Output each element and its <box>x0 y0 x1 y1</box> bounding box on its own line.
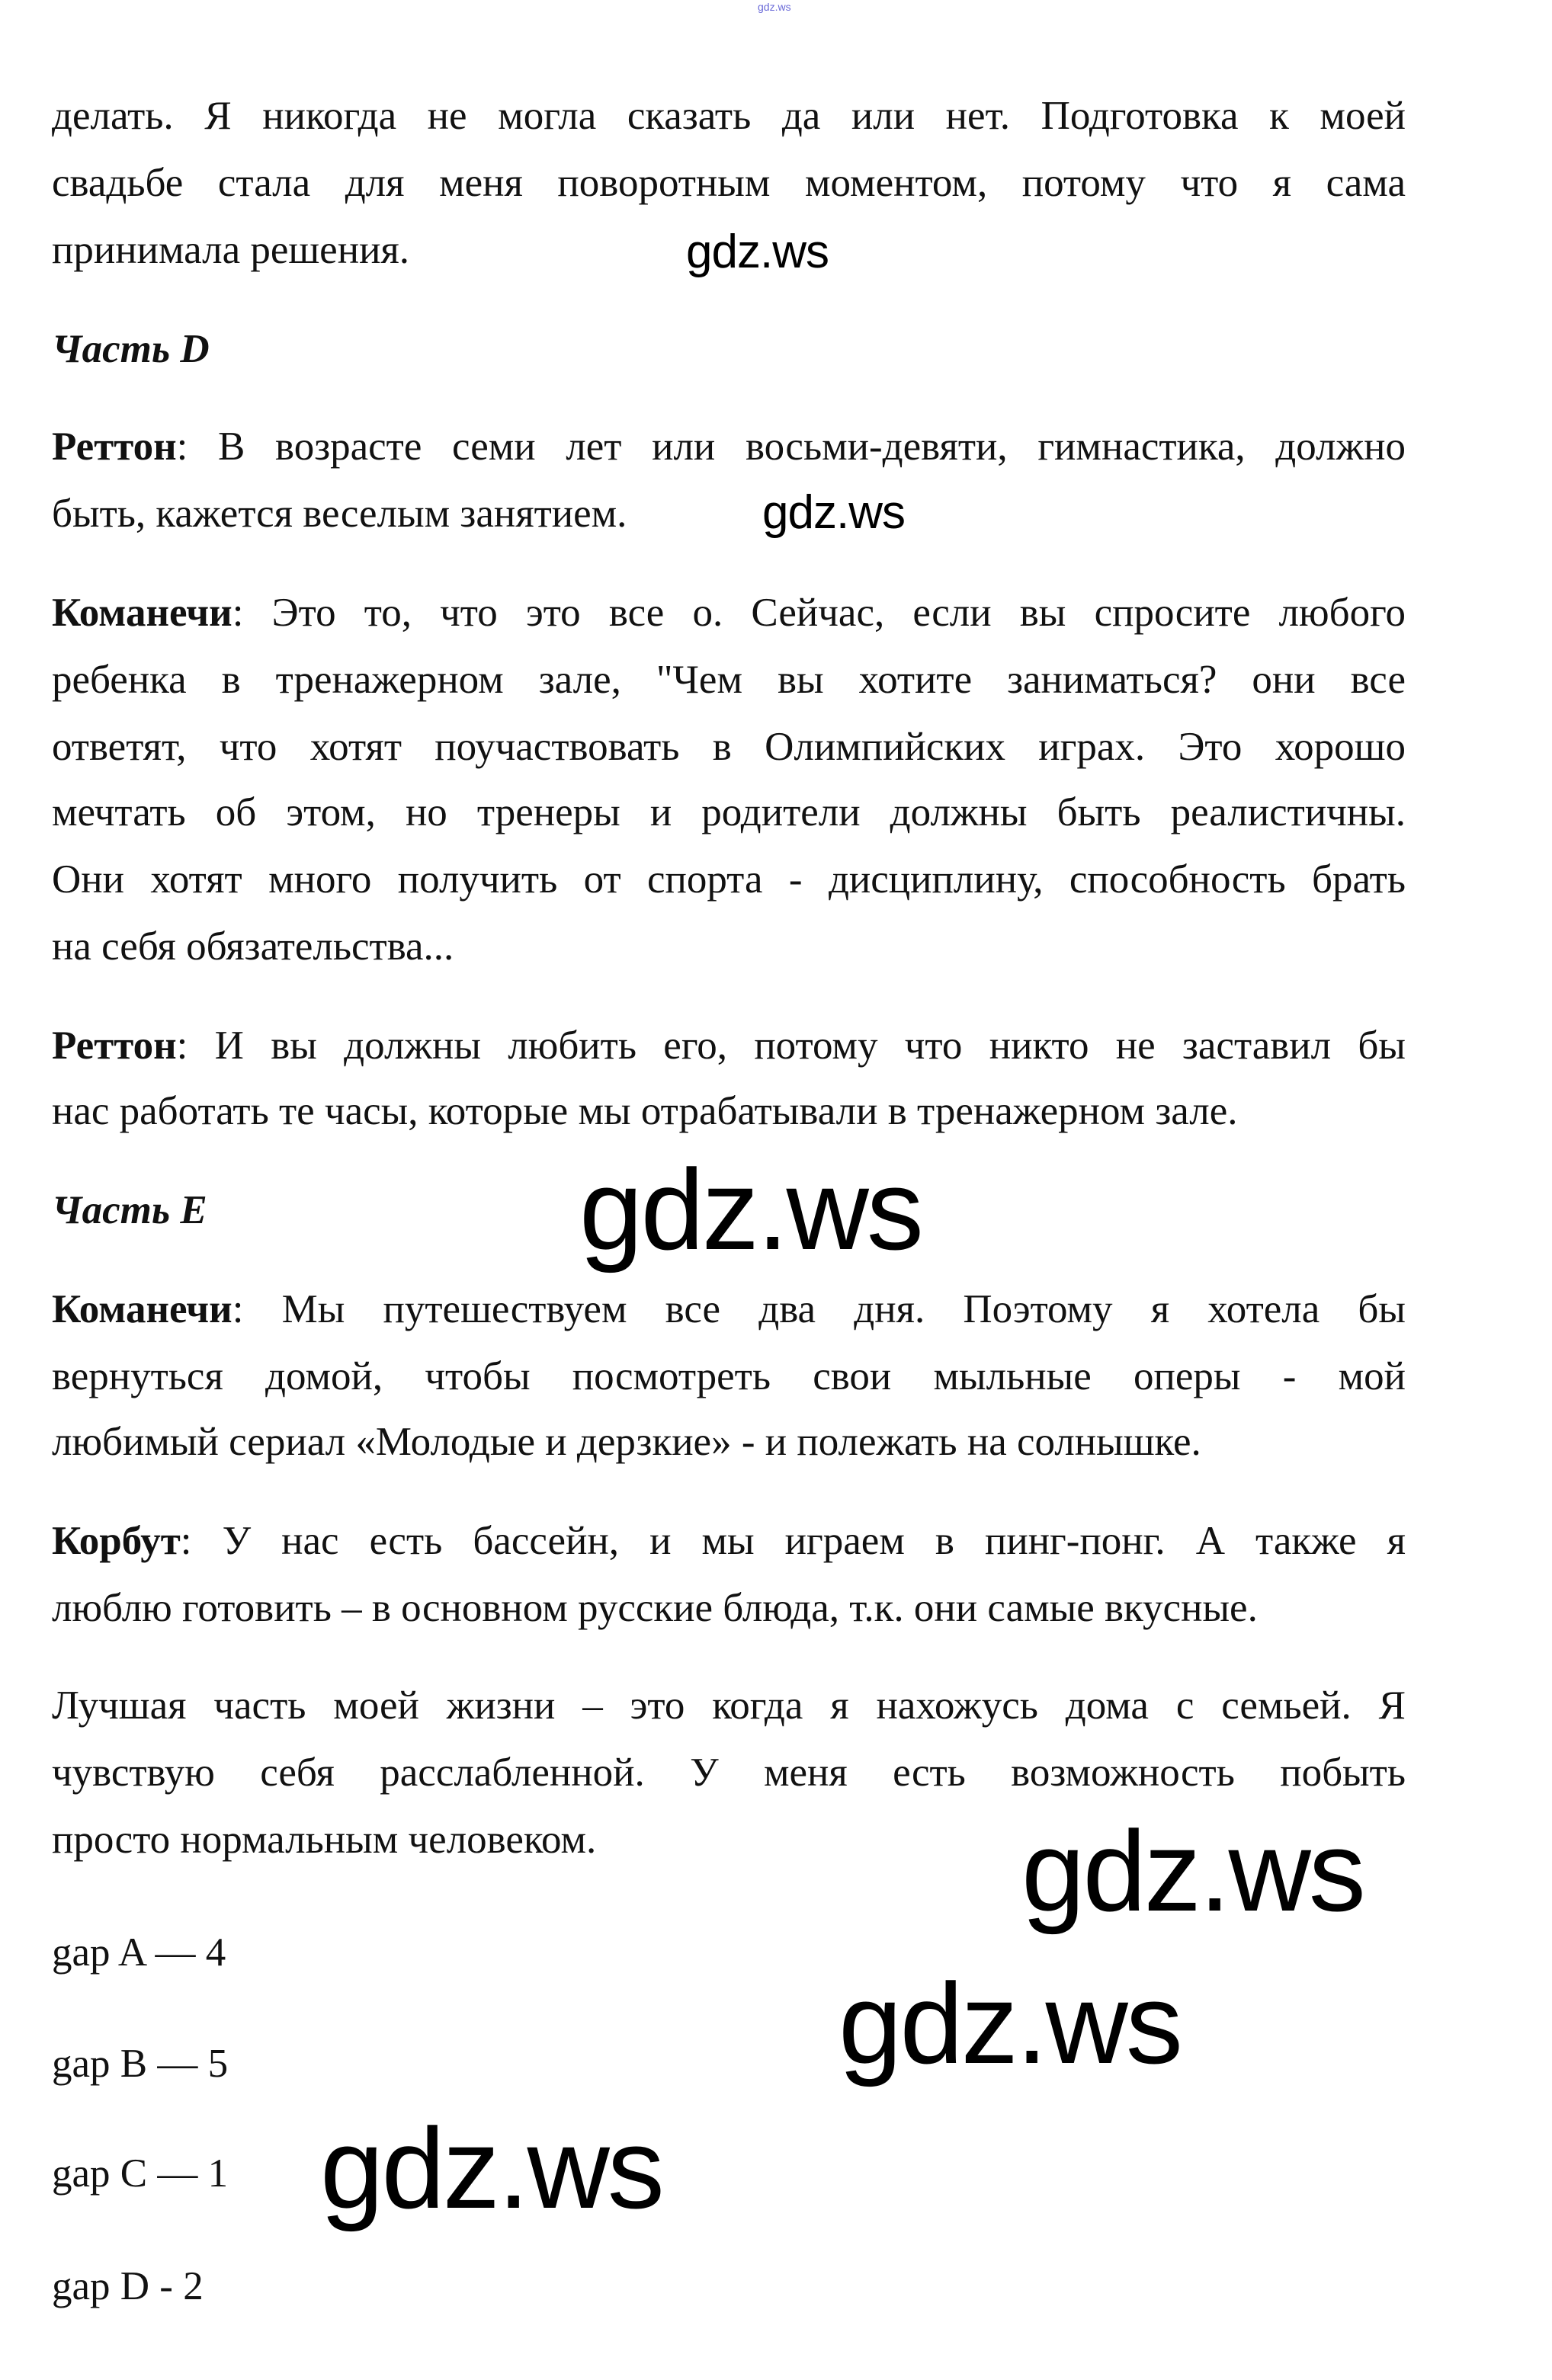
line-text: : У нас есть бассейн, и мы играем в пинг-понг. А также я <box>180 1519 1406 1563</box>
text-line <box>52 1507 1406 1574</box>
line-text: делать. Я никогда не могла сказать да или нет. Подготовка к моей <box>52 94 1406 138</box>
watermark-top: gdz.ws <box>758 1 791 13</box>
watermark: gdz.ws <box>762 486 905 539</box>
text-line <box>52 713 1406 780</box>
line-text: : И вы должны любить его, потому что никто не заставил бы <box>176 1023 1406 1068</box>
text-line <box>52 913 454 980</box>
text-line <box>52 846 1406 913</box>
line-text: ребенка в тренажерном зале, "Чем вы хотите заниматься? они все <box>52 658 1406 702</box>
text-line <box>52 216 409 283</box>
speaker-name: Реттон <box>52 424 177 469</box>
section-heading: Часть E <box>52 1188 207 1232</box>
line-text: Лучшая часть моей жизни – это когда я нахожусь дома с семьей. Я <box>52 1683 1406 1728</box>
speaker-name: Корбут <box>52 1519 181 1563</box>
line-text: : В возрасте семи лет или восьми-девяти, гимнастика, должно <box>176 424 1406 469</box>
watermark: gdz.ws <box>579 1145 922 1273</box>
line-text: чувствую себя расслабленной. У меня есть возможность побыть <box>52 1751 1406 1795</box>
line-text: : Это то, что это все о. Сейчас, если вы спросите любого <box>232 591 1406 635</box>
answer-item: gap B — 5 <box>52 2042 229 2086</box>
line-text: люблю готовить – в основном русские блюда, т.к. они самые вкусные. <box>52 1586 1258 1630</box>
line-text: на себя обязательства... <box>52 924 454 969</box>
text-line <box>52 1276 1406 1343</box>
text-line <box>52 1012 1406 1079</box>
line-text: принимала решения. <box>52 228 410 272</box>
text-line <box>52 579 1406 646</box>
watermark: gdz.ws <box>320 2104 662 2232</box>
text-line <box>52 1408 1201 1475</box>
watermark: gdz.ws <box>686 226 829 278</box>
speaker-name: Команечи <box>52 591 232 635</box>
speaker-name: Команечи <box>52 1287 232 1331</box>
line-text: любимый сериал «Молодые и дерзкие» - и полежать на солнышке. <box>52 1420 1201 1464</box>
speaker-name: Реттон <box>52 1023 177 1068</box>
line-text: просто нормальным человеком. <box>52 1818 597 1862</box>
line-text: быть, кажется веселым занятием. <box>52 492 627 536</box>
text-line <box>52 1343 1406 1410</box>
section-heading: Часть D <box>52 327 210 371</box>
text-line <box>52 646 1406 713</box>
line-text: ответят, что хотят поучаствовать в Олимпийских играх. Это хорошо <box>52 725 1406 769</box>
text-line <box>52 82 1406 149</box>
watermark: gdz.ws <box>1021 1807 1364 1935</box>
line-text: мечтать об этом, но тренеры и родители должны быть реалистичны. <box>52 790 1406 834</box>
line-text: : Мы путешествуем все два дня. Поэтому я хотела бы <box>232 1287 1406 1331</box>
text-line <box>52 480 627 547</box>
text-line <box>52 149 1406 216</box>
answer-item: gap A — 4 <box>52 1930 226 1975</box>
watermark: gdz.ws <box>839 1959 1181 2087</box>
text-line <box>52 1078 1237 1145</box>
text-line <box>52 779 1406 846</box>
text-line <box>52 413 1406 480</box>
line-text: свадьбе стала для меня поворотным моментом, потому что я сама <box>52 161 1406 205</box>
line-text: вернуться домой, чтобы посмотреть свои мыльные оперы - мой <box>52 1354 1406 1398</box>
text-line <box>52 1574 1258 1642</box>
line-text: Они хотят много получить от спорта - дисциплину, способность брать <box>52 857 1406 902</box>
line-text: нас работать те часы, которые мы отрабатывали в тренажерном зале. <box>52 1089 1238 1133</box>
answer-item: gap D - 2 <box>52 2264 204 2308</box>
text-line <box>52 1672 1406 1739</box>
answer-item: gap C — 1 <box>52 2151 229 2196</box>
text-line <box>52 1806 596 1873</box>
text-line <box>52 1739 1406 1806</box>
